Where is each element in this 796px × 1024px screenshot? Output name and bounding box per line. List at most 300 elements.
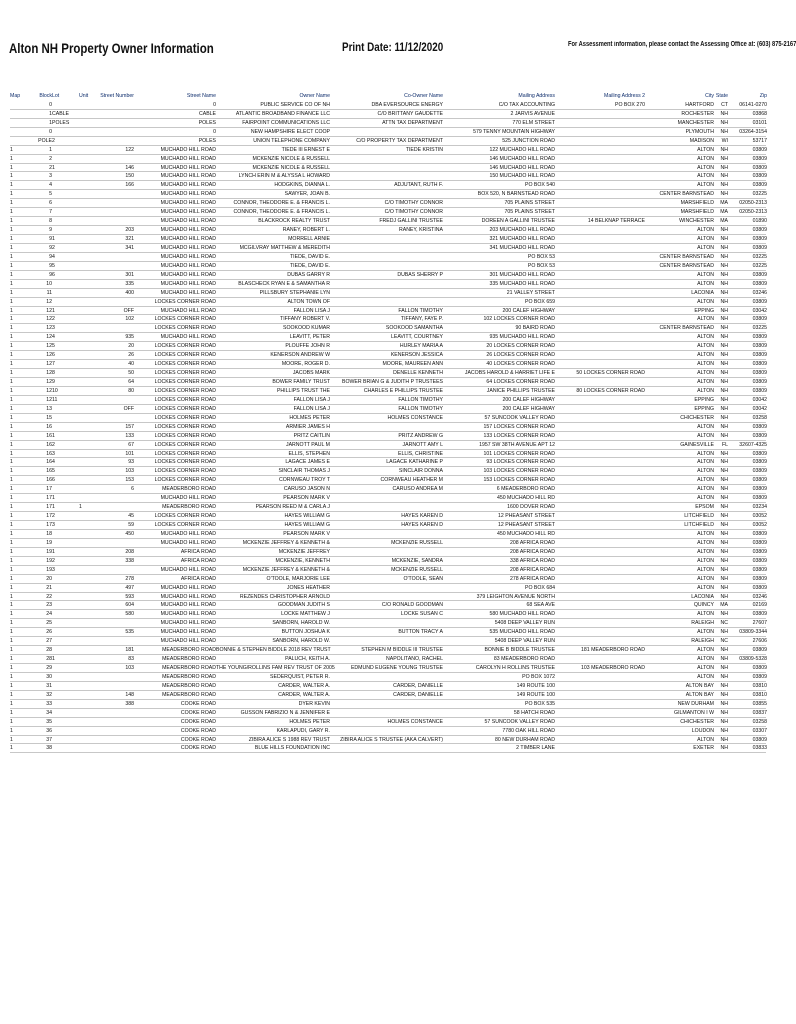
cell-state: NH: [720, 611, 728, 618]
cell-mailing-address: BONNIE B BIDDLE TRUSTEE: [484, 647, 555, 654]
cell-block: 2: [49, 164, 52, 171]
cell-co-owner-name: MOORE, MAUREEN ANN: [382, 361, 443, 368]
cell-street-name: POLES: [198, 137, 216, 144]
cell-street-number: 50: [128, 370, 134, 377]
cell-city: ALTON: [697, 432, 714, 439]
cell-lot: 1: [52, 164, 55, 171]
table-row: [10, 476, 766, 485]
table-row: [10, 137, 766, 146]
cell-city: CHICHESTER: [680, 414, 714, 421]
cell-city: ALTON: [697, 298, 714, 305]
cell-state: NH: [720, 414, 728, 421]
cell-mailing-address: 2 JARVIS AVENUE: [510, 110, 555, 117]
table-row: [10, 396, 766, 405]
cell-state: NH: [720, 146, 728, 153]
cell-zip: 03809: [752, 334, 767, 341]
cell-co-owner-name: HOLMES CONSTANCE: [387, 414, 443, 421]
cell-lot: 1: [52, 236, 55, 242]
cell-map: 1: [10, 557, 13, 564]
cell-owner-name: JACOBS MARK: [292, 370, 330, 377]
table-row: [10, 575, 766, 584]
table-row: [10, 315, 766, 324]
cell-mailing-address: JACOBS HAROLD & HARRIET LIFE E: [464, 370, 555, 377]
cell-owner-name: MOORE, ROGER D.: [281, 361, 330, 368]
cell-mailing-address: 93 LOCKES CORNER ROAD: [486, 459, 555, 466]
cell-city: ALTON: [697, 343, 714, 350]
cell-street-name: LOCKES CORNER ROAD: [154, 405, 216, 412]
cell-map: 1: [10, 718, 13, 725]
cell-block: 17: [46, 513, 52, 520]
cell-mailing-address: 90 BAIRD ROAD: [515, 325, 555, 332]
cell-street-name: MUCHADO HILL ROAD: [160, 236, 216, 242]
cell-street-number: 122: [125, 146, 134, 153]
cell-map: 1: [10, 486, 13, 493]
cell-owner-name: MCGILVRAY MATTHEW & MEREDITH: [239, 244, 330, 251]
cell-mailing-address: PO BOX 1072: [522, 673, 555, 680]
cell-block: POLE: [38, 137, 52, 144]
cell-city: ALTON: [697, 316, 714, 323]
cell-city: LITCHFIELD: [684, 513, 714, 520]
cell-mailing-address: 338 AFRICA ROAD: [510, 557, 555, 564]
cell-state: MA: [720, 218, 728, 225]
cell-state: NH: [720, 629, 728, 636]
cell-block: 25: [46, 620, 52, 627]
cell-owner-name: PILLSBURY STEPHANIE LYN: [259, 289, 330, 296]
cell-owner-name: TIEDE III ERNEST E: [281, 146, 330, 153]
table-row: [10, 226, 766, 235]
cell-street-name: MUCHADO HILL ROAD: [160, 638, 216, 645]
cell-city: ALTON: [697, 530, 714, 537]
cell-street-name: MUCHADO HILL ROAD: [160, 164, 216, 171]
cell-block: 9: [49, 253, 52, 260]
table-row: [10, 110, 766, 119]
cell-zip: 27606: [752, 638, 767, 645]
cell-co-owner-name: MCKENZIE, SANDRA: [391, 557, 443, 564]
cell-map: 1: [10, 334, 13, 341]
cell-state: NH: [720, 530, 728, 537]
cell-owner-name: PEARSON MARK V: [283, 530, 330, 537]
cell-mailing-address: 153 LOCKES CORNER ROAD: [483, 477, 555, 484]
cell-owner-name: NEW HAMPSHIRE ELECT COOP: [250, 128, 330, 135]
cell-co-owner-name: NAPOLITANO, RACHEL: [386, 656, 443, 663]
cell-street-number: 497: [125, 584, 134, 591]
cell-block: 9: [49, 227, 52, 234]
table-row: [10, 405, 766, 414]
cell-block: 23: [46, 602, 52, 609]
table-row: [10, 637, 766, 646]
cell-block: 16: [46, 459, 52, 466]
cell-lot: 9: [52, 379, 55, 385]
cell-mailing-address: 6 MEADERBORO ROAD: [496, 486, 555, 493]
cell-block: 8: [49, 218, 52, 225]
cell-street-number: 157: [125, 423, 134, 430]
cell-state: NH: [720, 647, 728, 654]
cell-map: 1: [10, 477, 13, 484]
cell-map: 1: [10, 468, 13, 475]
cell-block: 10: [46, 280, 52, 287]
cell-street-number: 166: [125, 182, 134, 189]
table-row: [10, 342, 766, 351]
cell-owner-name: CORNWEAU TROY T: [278, 477, 330, 484]
cell-block: 32: [46, 691, 52, 698]
table-row: [10, 172, 766, 181]
table-row: [10, 217, 766, 226]
cell-street-number: 150: [125, 173, 134, 180]
cell-city: ALTON: [697, 227, 714, 234]
cell-mailing-address: 103 LOCKES CORNER ROAD: [483, 468, 555, 475]
cell-street-name: MUCHADO HILL ROAD: [160, 146, 216, 153]
cell-block: 16: [46, 432, 52, 439]
cell-state: NH: [720, 262, 728, 269]
cell-street-name: LOCKES CORNER ROAD: [154, 423, 216, 430]
cell-block: 19: [46, 539, 52, 546]
cell-zip: 03837: [752, 709, 767, 716]
cell-city: LOUDON: [691, 727, 714, 734]
cell-mailing-address: 2 TIMBER LANE: [516, 745, 555, 752]
cell-city: ALTON: [697, 361, 714, 368]
cell-street-name: COOKE ROAD: [180, 700, 216, 707]
cell-city: ALTON: [697, 155, 714, 162]
column-header-owner-name: Owner Name: [299, 93, 330, 99]
cell-map: 1: [10, 396, 13, 403]
cell-city: ALTON: [697, 182, 714, 189]
table-row: [10, 673, 766, 682]
table-row: [10, 709, 766, 718]
cell-street-name: AFRICA ROAD: [180, 548, 216, 555]
cell-state: NH: [720, 468, 728, 475]
cell-city: ALTON: [697, 673, 714, 680]
cell-street-name: LOCKES CORNER ROAD: [154, 387, 216, 394]
table-row: [10, 101, 766, 110]
cell-street-name: COOKE ROAD: [180, 727, 216, 734]
cell-co-owner-name: C/O TIMOTHY CONNOR: [384, 200, 443, 207]
cell-co-owner-name: STEPHEN M BIDDLE III TRUSTEE: [361, 647, 443, 654]
cell-zip: 03809: [752, 432, 767, 439]
cell-owner-name: HODGKINS, DIANNA L.: [274, 182, 330, 189]
cell-mailing-address: 208 AFRICA ROAD: [510, 539, 555, 546]
column-header-city: City: [705, 93, 714, 99]
cell-map: 1: [10, 200, 13, 207]
cell-zip: 32607-4325: [739, 441, 767, 448]
cell-owner-name: BUTTON JOSHUA K: [281, 629, 330, 636]
table-row: [10, 593, 766, 602]
cell-zip: 03809: [752, 379, 767, 385]
cell-block: 13: [46, 405, 52, 412]
cell-block: 30: [46, 673, 52, 680]
cell-city: MARSHFIELD: [680, 200, 714, 207]
cell-co-owner-name: DBA EVERSOURCE ENERGY: [371, 101, 443, 108]
cell-block: 12: [46, 396, 52, 403]
cell-state: NH: [720, 307, 728, 314]
cell-zip: 03307: [752, 727, 767, 734]
cell-block: 31: [46, 682, 52, 689]
cell-mailing-address: 770 ELM STREET: [512, 119, 555, 126]
cell-street-number: 450: [125, 530, 134, 537]
cell-zip: 03809: [752, 566, 767, 573]
table-row: [10, 530, 766, 539]
cell-mailing-address: 200 CALEF HIGHWAY: [502, 396, 555, 403]
cell-street-number: 388: [125, 700, 134, 707]
cell-city: ALTON: [697, 548, 714, 555]
cell-mailing-address: 321 MUCHADO HILL ROAD: [489, 236, 555, 242]
cell-street-name: MUCHADO HILL ROAD: [160, 218, 216, 225]
cell-owner-name: PLOUFFE JOHN R: [285, 343, 330, 350]
cell-street-name: MEADERBORO ROAD: [162, 665, 216, 671]
cell-zip: 03810: [752, 682, 767, 689]
cell-state: NH: [720, 227, 728, 234]
cell-city: EXETER: [693, 745, 714, 752]
cell-block: 34: [46, 709, 52, 716]
cell-street-name: LOCKES CORNER ROAD: [154, 441, 216, 448]
cell-owner-name: TIEDE, DAVID E.: [290, 262, 330, 269]
cell-street-number: 604: [125, 602, 134, 609]
table-row: [10, 539, 766, 548]
cell-owner-name: MCKENZIE NICOLE & RUSSELL: [252, 155, 330, 162]
cell-block: 28: [46, 647, 52, 654]
cell-zip: 03809: [752, 450, 767, 457]
cell-block: 16: [46, 423, 52, 430]
cell-street-name: MEADERBORO ROAD: [162, 682, 216, 689]
table-row: [10, 628, 766, 637]
cell-mailing-address: 146 MUCHADO HILL ROAD: [489, 164, 555, 171]
cell-co-owner-name: DUBAS SHERRY P: [397, 271, 443, 278]
cell-state: NH: [720, 539, 728, 546]
cell-lot: 2: [52, 244, 55, 251]
cell-map: 1: [10, 325, 13, 332]
cell-owner-name: THE YOUNG/ROLLINS FAM REV TRUST OF 2005: [216, 665, 335, 671]
cell-city: HARTFORD: [685, 101, 714, 108]
cell-zip: 03246: [752, 593, 767, 600]
table-row: [10, 360, 766, 369]
table-row: [10, 744, 766, 753]
cell-map: 1: [10, 414, 13, 421]
cell-state: NH: [720, 110, 728, 117]
cell-street-number: 45: [128, 513, 134, 520]
cell-co-owner-name: MCKENZIE RUSSELL: [391, 566, 443, 573]
cell-block: 35: [46, 718, 52, 725]
column-header-state: State: [715, 93, 728, 99]
cell-co-owner-name: LEAVITT, COURTNEY: [391, 334, 443, 341]
cell-map: 1: [10, 673, 13, 680]
cell-co-owner-name: KENERSON JESSICA: [390, 352, 443, 359]
cell-owner-name: CONNOR, THEODORE E. & FRANCIS L.: [233, 200, 330, 207]
cell-lot: 7: [52, 361, 55, 368]
cell-state: NH: [720, 513, 728, 520]
cell-mailing-address: 133 LOCKES CORNER ROAD: [483, 432, 555, 439]
cell-co-owner-name: JARNOTT AMY L: [402, 441, 443, 448]
cell-zip: 02050-2313: [739, 200, 767, 207]
cell-state: NC: [720, 620, 728, 627]
cell-mailing-address: 525 JUNCTION ROAD: [502, 137, 555, 144]
table-row: [10, 208, 766, 217]
cell-owner-name: BOWER FAMILY TRUST: [272, 379, 330, 385]
cell-street-name: LOCKES CORNER ROAD: [154, 432, 216, 439]
cell-street-name: COOKE ROAD: [180, 736, 216, 743]
cell-street-name: MUCHADO HILL ROAD: [160, 602, 216, 609]
cell-owner-name: ZIBIRA ALICE S 1988 REV TRUST: [248, 736, 330, 743]
cell-street-number: 103: [125, 665, 134, 671]
cell-state: NH: [720, 673, 728, 680]
cell-map: 1: [10, 691, 13, 698]
cell-street-name: MUCHADO HILL ROAD: [160, 209, 216, 216]
cell-mailing-address: 535 MUCHADO HILL ROAD: [489, 629, 555, 636]
cell-zip: 03833: [752, 745, 767, 752]
cell-state: NH: [720, 271, 728, 278]
cell-state: MA: [720, 200, 728, 207]
cell-mailing-address: 12 PHEASANT STREET: [498, 522, 555, 528]
cell-mailing-address: PO BOX 535: [525, 700, 555, 707]
cell-street-number: 278: [125, 575, 134, 582]
cell-owner-name: PALUCH, KEITH A.: [285, 656, 330, 663]
cell-block: 17: [46, 486, 52, 493]
cell-map: 1: [10, 745, 13, 752]
cell-zip: 03809: [752, 173, 767, 180]
cell-block: 16: [46, 441, 52, 448]
cell-lot: 5: [52, 468, 55, 475]
cell-mailing-address: 102 LOCKES CORNER ROAD: [483, 316, 555, 323]
cell-zip: 03809: [752, 584, 767, 591]
cell-street-name: LOCKES CORNER ROAD: [154, 298, 216, 305]
cell-co-owner-name: C/O RONALD GOODMAN: [381, 602, 443, 609]
cell-map: 1: [10, 343, 13, 350]
cell-block: 38: [46, 745, 52, 752]
cell-lot: 1: [52, 504, 55, 511]
cell-city: LACONIA: [691, 593, 714, 600]
cell-state: NH: [720, 504, 728, 511]
cell-city: CENTER BARNSTEAD: [659, 262, 714, 269]
cell-map: 1: [10, 146, 13, 153]
cell-street-name: MUCHADO HILL ROAD: [160, 262, 216, 269]
cell-lot: 4: [52, 253, 55, 260]
cell-co-owner-name: FALLON TIMOTHY: [398, 396, 443, 403]
cell-map: 1: [10, 370, 13, 377]
cell-street-name: MUCHADO HILL ROAD: [160, 182, 216, 189]
cell-street-name: MUCHADO HILL ROAD: [160, 244, 216, 251]
cell-street-number: 133: [125, 432, 134, 439]
cell-city: QUINCY: [693, 602, 714, 609]
cell-street-name: LOCKES CORNER ROAD: [154, 513, 216, 520]
cell-owner-name: MCKENZIE JEFFREY & KENNETH &: [242, 539, 330, 546]
cell-owner-name: MCKENZIE, KENNETH: [275, 557, 330, 564]
cell-map: 1: [10, 450, 13, 457]
cell-city: ALTON: [697, 450, 714, 457]
cell-block: 12: [46, 387, 52, 394]
cell-co-owner-name: HAYES KAREN D: [401, 513, 443, 520]
cell-map: 1: [10, 522, 13, 528]
cell-mailing-address: PO BOX 53: [527, 253, 555, 260]
cell-state: NH: [720, 173, 728, 180]
cell-street-number: 80: [128, 387, 134, 394]
cell-block: 1: [49, 146, 52, 153]
cell-street-name: MEADERBORO ROAD: [162, 504, 216, 511]
cell-lot: 1: [52, 548, 55, 555]
cell-owner-name: SAWYER, JOAN B.: [284, 191, 330, 198]
cell-co-owner-name: LAGACE KATHARINE P: [386, 459, 443, 466]
cell-mailing-address: DOREEN A GALLINI TRUSTEE: [481, 218, 555, 225]
table-row: [10, 503, 766, 512]
cell-city: CENTER BARNSTEAD: [659, 191, 714, 198]
cell-zip: 03809: [752, 280, 767, 287]
cell-owner-name: SEDERQUIST, PETER R.: [270, 673, 330, 680]
cell-city: EPPING: [694, 405, 714, 412]
cell-city: ALTON BAY: [685, 691, 714, 698]
cell-mailing-address: 1600 DOVER ROAD: [507, 504, 555, 511]
cell-city: ALTON: [697, 584, 714, 591]
table-row: [10, 548, 766, 557]
cell-zip: 03258: [752, 414, 767, 421]
cell-owner-name: JONES HEATHER: [286, 584, 330, 591]
cell-zip: 03809-3344: [739, 629, 767, 636]
cell-co-owner-name: HAYES KAREN D: [401, 522, 443, 528]
cell-owner-name: KENERSON ANDREW W: [270, 352, 330, 359]
cell-zip: 03234: [752, 504, 767, 511]
cell-map: 1: [10, 548, 13, 555]
cell-zip: 03809: [752, 316, 767, 323]
cell-mailing-address: 379 LEIGHTON AVENUE NORTH: [476, 593, 555, 600]
table-row: [10, 664, 766, 673]
cell-state: NH: [720, 119, 728, 126]
cell-zip: 03809: [752, 611, 767, 618]
cell-lot: 6: [52, 352, 55, 359]
cell-street-name: MUCHADO HILL ROAD: [160, 629, 216, 636]
table-row: [10, 298, 766, 307]
cell-zip: 01890: [752, 218, 767, 225]
cell-mailing-address: 7780 OAK HILL ROAD: [502, 727, 555, 734]
cell-city: ALTON: [697, 468, 714, 475]
cell-map: 1: [10, 638, 13, 645]
cell-owner-name: MCKENZIE NICOLE & RUSSELL: [252, 164, 330, 171]
cell-city: ALTON: [697, 236, 714, 242]
cell-block: 24: [46, 611, 52, 618]
cell-state: NH: [720, 191, 728, 198]
cell-block: 3: [49, 173, 52, 180]
cell-mailing-address: 341 MUCHADO HILL ROAD: [489, 244, 555, 251]
cell-owner-name: REZENDES CHRISTOPHER ARNOLD: [239, 593, 330, 600]
cell-mailing-address: BOX 520, N BARNSTEAD ROAD: [477, 191, 555, 198]
cell-map: 1: [10, 361, 13, 368]
cell-mailing-address: 58 HATCH ROAD: [513, 709, 555, 716]
cell-city: ALTON: [697, 656, 714, 663]
table-row: [10, 333, 766, 342]
cell-city: LACONIA: [691, 289, 714, 296]
cell-block: 4: [49, 182, 52, 189]
cell-zip: 03246: [752, 289, 767, 296]
cell-owner-name: UNION TELEPHONE COMPANY: [253, 137, 330, 144]
cell-street-name: COOKE ROAD: [180, 745, 216, 752]
cell-block: 12: [46, 352, 52, 359]
cell-mailing-address: 200 CALEF HIGHWAY: [502, 405, 555, 412]
cell-lot: 4: [52, 459, 55, 466]
cell-state: NC: [720, 638, 728, 645]
cell-mailing-address: PO BOX 53: [527, 262, 555, 269]
cell-mailing-address: 935 MUCHADO HILL ROAD: [489, 334, 555, 341]
table-header-row: [10, 92, 766, 101]
cell-street-number: 20: [128, 343, 134, 350]
cell-mailing-address: 21 VALLEY STREET: [506, 289, 555, 296]
cell-city: EPSOM: [695, 504, 714, 511]
cell-street-number: 153: [125, 477, 134, 484]
cell-street-name: MUCHADO HILL ROAD: [160, 280, 216, 287]
cell-state: MA: [720, 602, 728, 609]
cell-street-name: LOCKES CORNER ROAD: [154, 361, 216, 368]
cell-block: 12: [46, 298, 52, 305]
cell-zip: 03042: [752, 396, 767, 403]
cell-zip: 03809: [752, 477, 767, 484]
cell-state: NH: [720, 128, 728, 135]
cell-state: NH: [720, 718, 728, 725]
cell-map: 1: [10, 227, 13, 234]
cell-block: 12: [46, 370, 52, 377]
